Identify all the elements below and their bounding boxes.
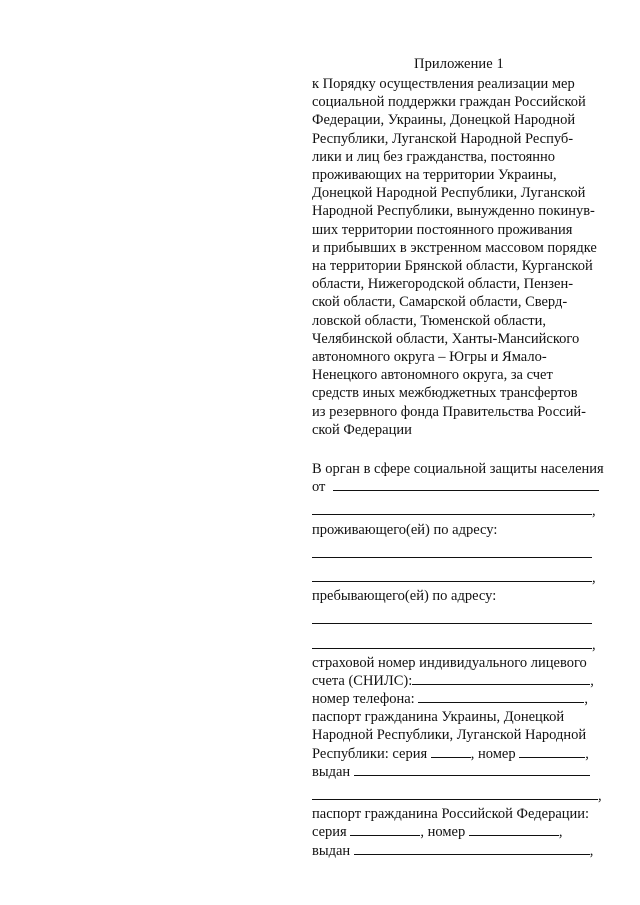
passport-ua-issued-continuation-field[interactable] bbox=[312, 787, 598, 800]
residence-line-1 bbox=[312, 545, 612, 563]
appendix-line: Республики, Луганской Народной Респуб- bbox=[312, 130, 574, 147]
appendix-line: ской Федерации bbox=[312, 421, 412, 438]
snils-row bbox=[312, 672, 612, 690]
passport-ru-number-field[interactable] bbox=[469, 823, 559, 836]
appendix-line: лики и лиц без гражданства, постоянно bbox=[312, 148, 556, 165]
passport-ru-issued-label: выдан bbox=[312, 842, 351, 859]
comma: , bbox=[592, 569, 596, 586]
comma: , bbox=[598, 788, 602, 804]
from-label: от bbox=[312, 479, 326, 496]
residence-line-2 bbox=[312, 569, 612, 587]
comma: , bbox=[584, 691, 588, 708]
comma: , bbox=[589, 842, 594, 859]
appendix-line: ловской области, Тюменской области, bbox=[312, 312, 546, 329]
residence-address-field-2[interactable] bbox=[312, 569, 592, 582]
appendix-line: и прибывших в экстренном массовом порядке bbox=[312, 239, 597, 256]
appendix-line: Донецкой Народной Республики, Луганской bbox=[312, 185, 586, 202]
passport-ru-series-label: серия bbox=[312, 824, 347, 841]
residence-label: проживающего(ей) по адресу: bbox=[312, 521, 498, 538]
passport-ru-series-row bbox=[312, 823, 612, 841]
applicant-name-field[interactable] bbox=[333, 478, 599, 491]
appendix-line: к Порядку осуществления реализации мер bbox=[312, 76, 575, 92]
appendix-line: автономного округа – Югры и Ямало- bbox=[312, 349, 547, 366]
stay-address-field-1[interactable] bbox=[312, 611, 592, 624]
stay-label: пребывающего(ей) по адресу: bbox=[312, 588, 497, 605]
passport-ua-number-field[interactable] bbox=[519, 745, 585, 758]
appendix-line: ской области, Самарской области, Сверд- bbox=[312, 294, 568, 311]
passport-ua-issued-label: выдан bbox=[312, 763, 351, 780]
passport-ua-issued-row bbox=[312, 763, 612, 781]
comma: , bbox=[592, 636, 596, 653]
residence-address-field-1[interactable] bbox=[312, 545, 592, 558]
stay-line-2 bbox=[312, 636, 612, 654]
snils-field[interactable] bbox=[412, 672, 590, 685]
appendix-line: Челябинской области, Ханты-Мансийского bbox=[312, 330, 580, 347]
appendix-line: из резервного фонда Правительства Россий- bbox=[312, 403, 586, 420]
passport-ru-label: паспорт гражданина Российской Федерации: bbox=[312, 806, 590, 823]
phone-row bbox=[312, 690, 612, 708]
passport-ru-issued-row bbox=[312, 842, 612, 860]
recipient-line: В орган в сфере социальной защиты населения bbox=[312, 461, 604, 477]
phone-field[interactable] bbox=[418, 690, 584, 703]
from-row bbox=[312, 478, 612, 496]
stay-address-field-2[interactable] bbox=[312, 636, 592, 649]
appendix-line: средств иных межбюджетных трансфертов bbox=[312, 385, 578, 402]
snils-label-1: страховой номер индивидуального лицевого bbox=[312, 654, 587, 671]
phone-label: номер телефона: bbox=[312, 691, 415, 708]
appendix-line: социальной поддержки граждан Российской bbox=[312, 94, 586, 111]
passport-ru-series-field[interactable] bbox=[350, 823, 420, 836]
comma: , bbox=[585, 745, 589, 762]
appendix-reference-text bbox=[312, 75, 612, 439]
passport-ua-series-field[interactable] bbox=[431, 745, 471, 758]
passport-ua-number-label: , номер bbox=[470, 745, 516, 762]
snils-label-2: счета (СНИЛС): bbox=[312, 672, 413, 689]
appendix-line: проживающих на территории Украины, bbox=[312, 167, 557, 184]
appendix-title: Приложение 1 bbox=[414, 56, 504, 72]
passport-ua-series-label: Республики: серия bbox=[312, 745, 428, 762]
appendix-line: на территории Брянской области, Курганской bbox=[312, 258, 593, 275]
application-form bbox=[312, 460, 612, 860]
passport-ru-issued-field[interactable] bbox=[354, 842, 590, 855]
applicant-name-continuation-row bbox=[312, 502, 612, 520]
stay-line-1 bbox=[312, 611, 612, 629]
passport-ua-issued-field[interactable] bbox=[354, 763, 590, 776]
appendix-line: ших территории постоянного проживания bbox=[312, 221, 573, 238]
appendix-line: Ненецкого автономного округа, за счет bbox=[312, 367, 553, 384]
passport-ua-label-1: паспорт гражданина Украины, Донецкой bbox=[312, 709, 565, 726]
comma: , bbox=[590, 672, 594, 689]
comma: , bbox=[592, 503, 596, 520]
applicant-name-continuation-field[interactable] bbox=[312, 502, 592, 515]
comma: , bbox=[558, 824, 563, 841]
appendix-line: области, Нижегородской области, Пензен- bbox=[312, 276, 574, 293]
passport-ua-series-row bbox=[312, 745, 612, 763]
appendix-line: Федерации, Украины, Донецкой Народной bbox=[312, 112, 576, 129]
passport-ua-label-2: Народной Республики, Луганской Народной bbox=[312, 727, 587, 744]
appendix-line: Народной Республики, вынужденно покинув- bbox=[312, 203, 595, 220]
passport-ua-issued-continuation-row bbox=[312, 787, 612, 805]
passport-ru-number-label: , номер bbox=[420, 824, 466, 841]
